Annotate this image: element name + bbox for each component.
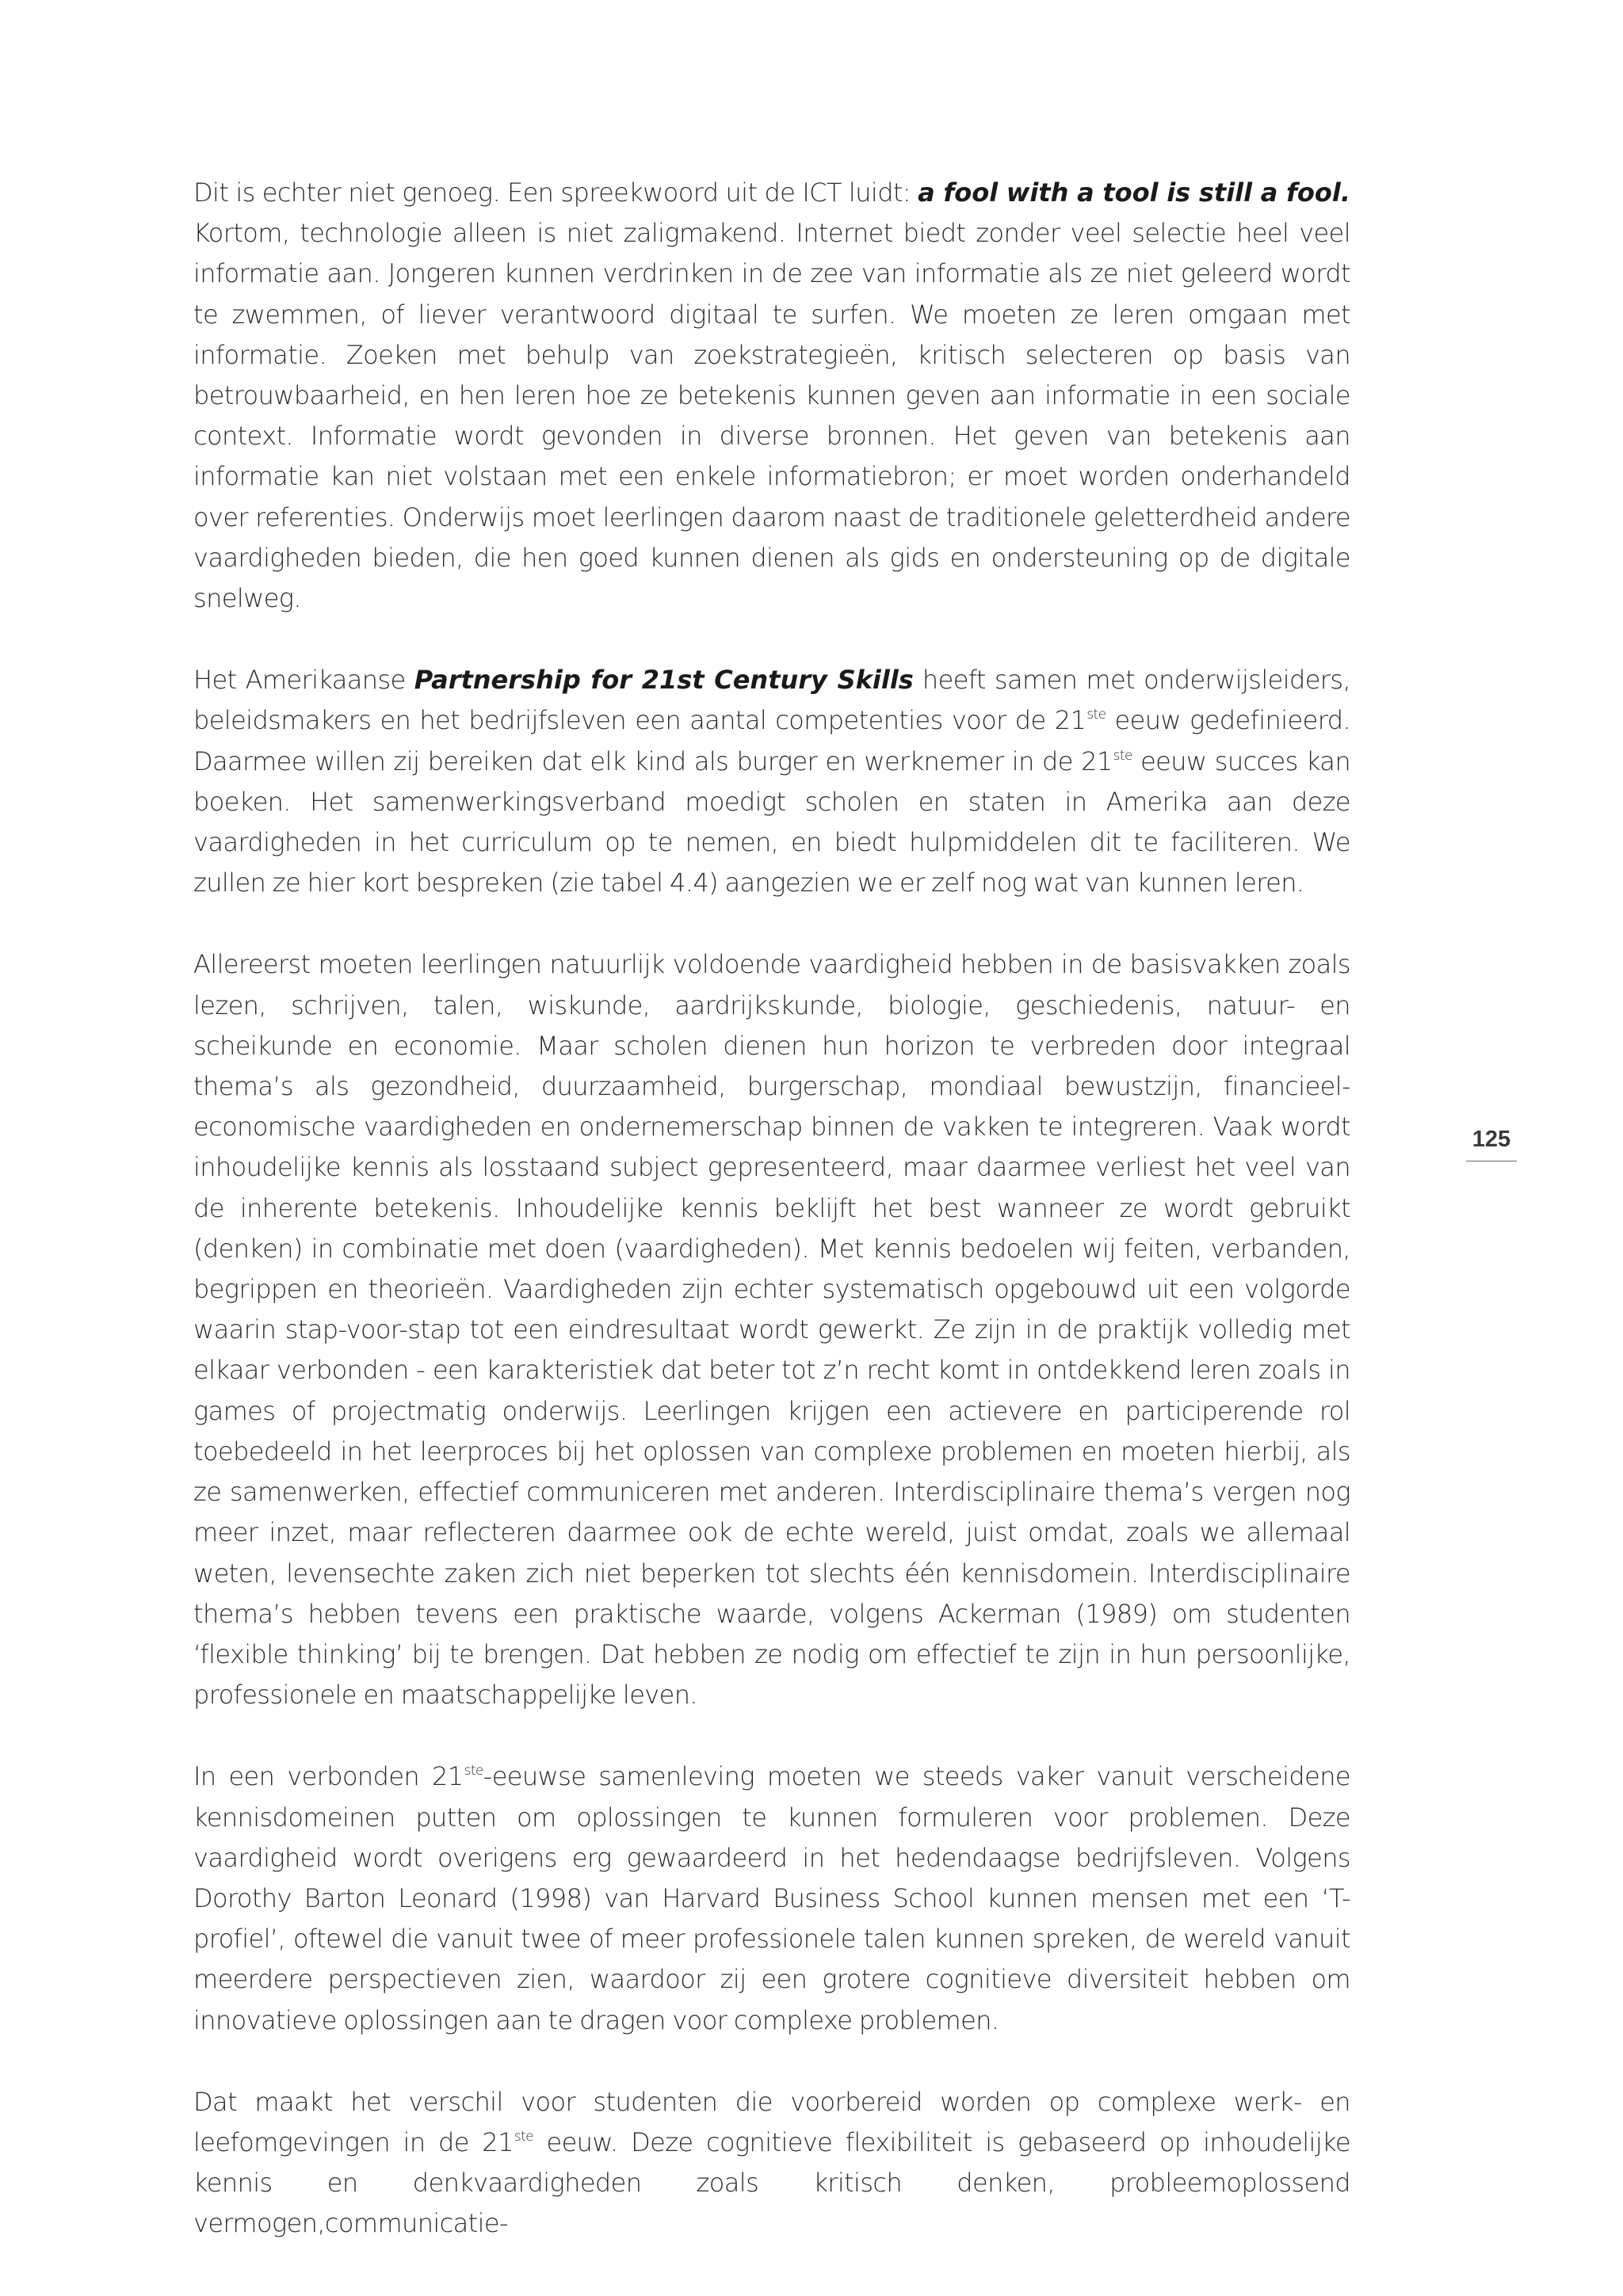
ordinal-superscript: ste [1086, 707, 1106, 723]
partnership-emphasis: Partnership for 21st Century Skills [414, 665, 914, 696]
paragraph-2-text-b: heeft samen met onderwijsleiders, beleidsmakers en het bedrijfsleven een aantal competenties voor de 21 [193, 665, 1351, 736]
paragraph-4-text-a: In een verbonden 21 [193, 1761, 464, 1792]
paragraph-2-text-a: Het Amerikaanse [193, 665, 414, 696]
paragraph-1 [193, 173, 1350, 619]
paragraph-5 [193, 2082, 1350, 2245]
paragraph-1-text-a: Dit is echter niet genoeg. Een spreekwoord uit de ICT luidt: [193, 177, 918, 208]
ordinal-superscript: ste [1113, 747, 1132, 764]
paragraph-3 [193, 944, 1350, 1715]
ordinal-superscript: ste [514, 2128, 534, 2145]
ordinal-superscript: ste [464, 1763, 483, 1779]
paragraph-2-text-d: eeuw succes kan boeken. Het samenwerkingsverband moedigt scholen en staten in Amerika aan deze vaardigheden in het curriculum op te nemen, en biedt hulpmiddelen dit te faciliteren. We zullen ze hier kort bespreken (zie tabel 4.4) aangezien we er zelf nog wat van kunnen leren. [193, 746, 1350, 898]
paragraph-4 [193, 1756, 1350, 2040]
paragraph-4-text-b: -eeuwse samenleving moeten we steeds vaker vanuit verscheidene kennisdomeinen putten om oplossingen te kunnen formuleren voor problemen. Deze vaardigheid wordt overigens erg gewaardeerd in het hedendaagse bedrijfsleven. Volgens Dorothy Barton Leonard (1998) van Harvard Business School kunnen mensen met een ‘T-profiel’, oftewel die vanuit twee of meer professionele talen kunnen spreken, de wereld vanuit meerdere perspectieven zien, waardoor zij een grotere cognitieve diversiteit hebben om innovatieve oplossingen aan te dragen voor complexe problemen. [193, 1761, 1350, 2035]
paragraph-1-text-b: Kortom, technologie alleen is niet zaligmakend. Internet biedt zonder veel selectie heel veel informatie aan. Jongeren kunnen verdrinken in de zee van informatie als ze niet geleerd wordt te zwemmen, of liever verantwoord digitaal te surfen. We moeten ze leren omgaan met informatie. Zoeken met behulp van zoekstrategieën, kritisch selecteren op basis van betrouwbaarheid, en hen leren hoe ze betekenis kunnen geven aan informatie in een sociale context. Informatie wordt gevonden in diverse bronnen. Het geven van betekenis aan informatie kan niet volstaan met een enkele informatiebron; er moet worden onderhandeld over referenties. Onderwijs moet leerlingen daarom naast de traditionele geletterdheid andere vaardigheden bieden, die hen goed kunnen dienen als gids en ondersteuning op de digitale snelweg. [193, 218, 1350, 614]
paragraph-2-text-c: eeuw gedefinieerd. Daarmee willen zij bereiken dat elk kind als burger en werknemer in de 21 [193, 705, 1350, 776]
paragraph-5-text-b: eeuw. Deze cognitieve flexibiliteit is gebaseerd op inhoudelijke kennis en denkvaardigheden zoals kritisch denken, probleemoplossend vermogen,communicatie- [193, 2126, 1350, 2239]
page-number: 125 [1466, 1127, 1517, 1161]
proverb-emphasis: a fool with a tool is still a fool. [918, 177, 1351, 208]
paragraph-2 [193, 660, 1350, 903]
body-text-column [193, 173, 1350, 2245]
paragraph-5-text-a: Dat maakt het verschil voor studenten die voorbereid worden op complexe werk- en leefomgevingen in de 21 [193, 2086, 1350, 2157]
paragraph-3-text: Allereerst moeten leerlingen natuurlijk voldoende vaardigheid hebben in de basisvakken zoals lezen, schrijven, talen, wiskunde, aardrijkskunde, biologie, geschiedenis, natuur- en scheikunde en economie. Maar scholen dienen hun horizon te verbreden door integraal thema’s als gezondheid, duurzaamheid, burgerschap, mondiaal bewustzijn, financieel-economische vaardigheden en ondernemerschap binnen de vakken te integreren. Vaak wordt inhoudelijke kennis als losstaand subject gepresenteerd, maar daarmee verliest het veel van de inherente betekenis. Inhoudelijke kennis beklijft het best wanneer ze wordt gebruikt (denken) in combinatie met doen (vaardigheden). Met kennis bedoelen wij feiten, verbanden, begrippen en theorieën. Vaardigheden zijn echter systematisch opgebouwd uit een volgorde waarin stap-voor-stap tot een eindresultaat wordt gewerkt. Ze zijn in de praktijk volledig met elkaar verbonden - een karakteristiek dat beter tot z’n recht komt in ontdekkend leren zoals in games of projectmatig onderwijs. Leerlingen krijgen een actievere en participerende rol toebedeeld in het leerproces bij het oplossen van complexe problemen en moeten hierbij, als ze samenwerken, effectief communiceren met anderen. Interdisciplinaire thema’s vergen nog meer inzet, maar reflecteren daarmee ook de echte wereld, juist omdat, zoals we allemaal weten, levensechte zaken zich niet beperken tot slechts één kennisdomein. Interdisciplinaire thema’s hebben tevens een praktische waarde, volgens Ackerman (1989) om studenten ‘flexible thinking’ bij te brengen. Dat hebben ze nodig om effectief te zijn in hun persoonlijke, professionele en maatschappelijke leven. [193, 949, 1350, 1711]
